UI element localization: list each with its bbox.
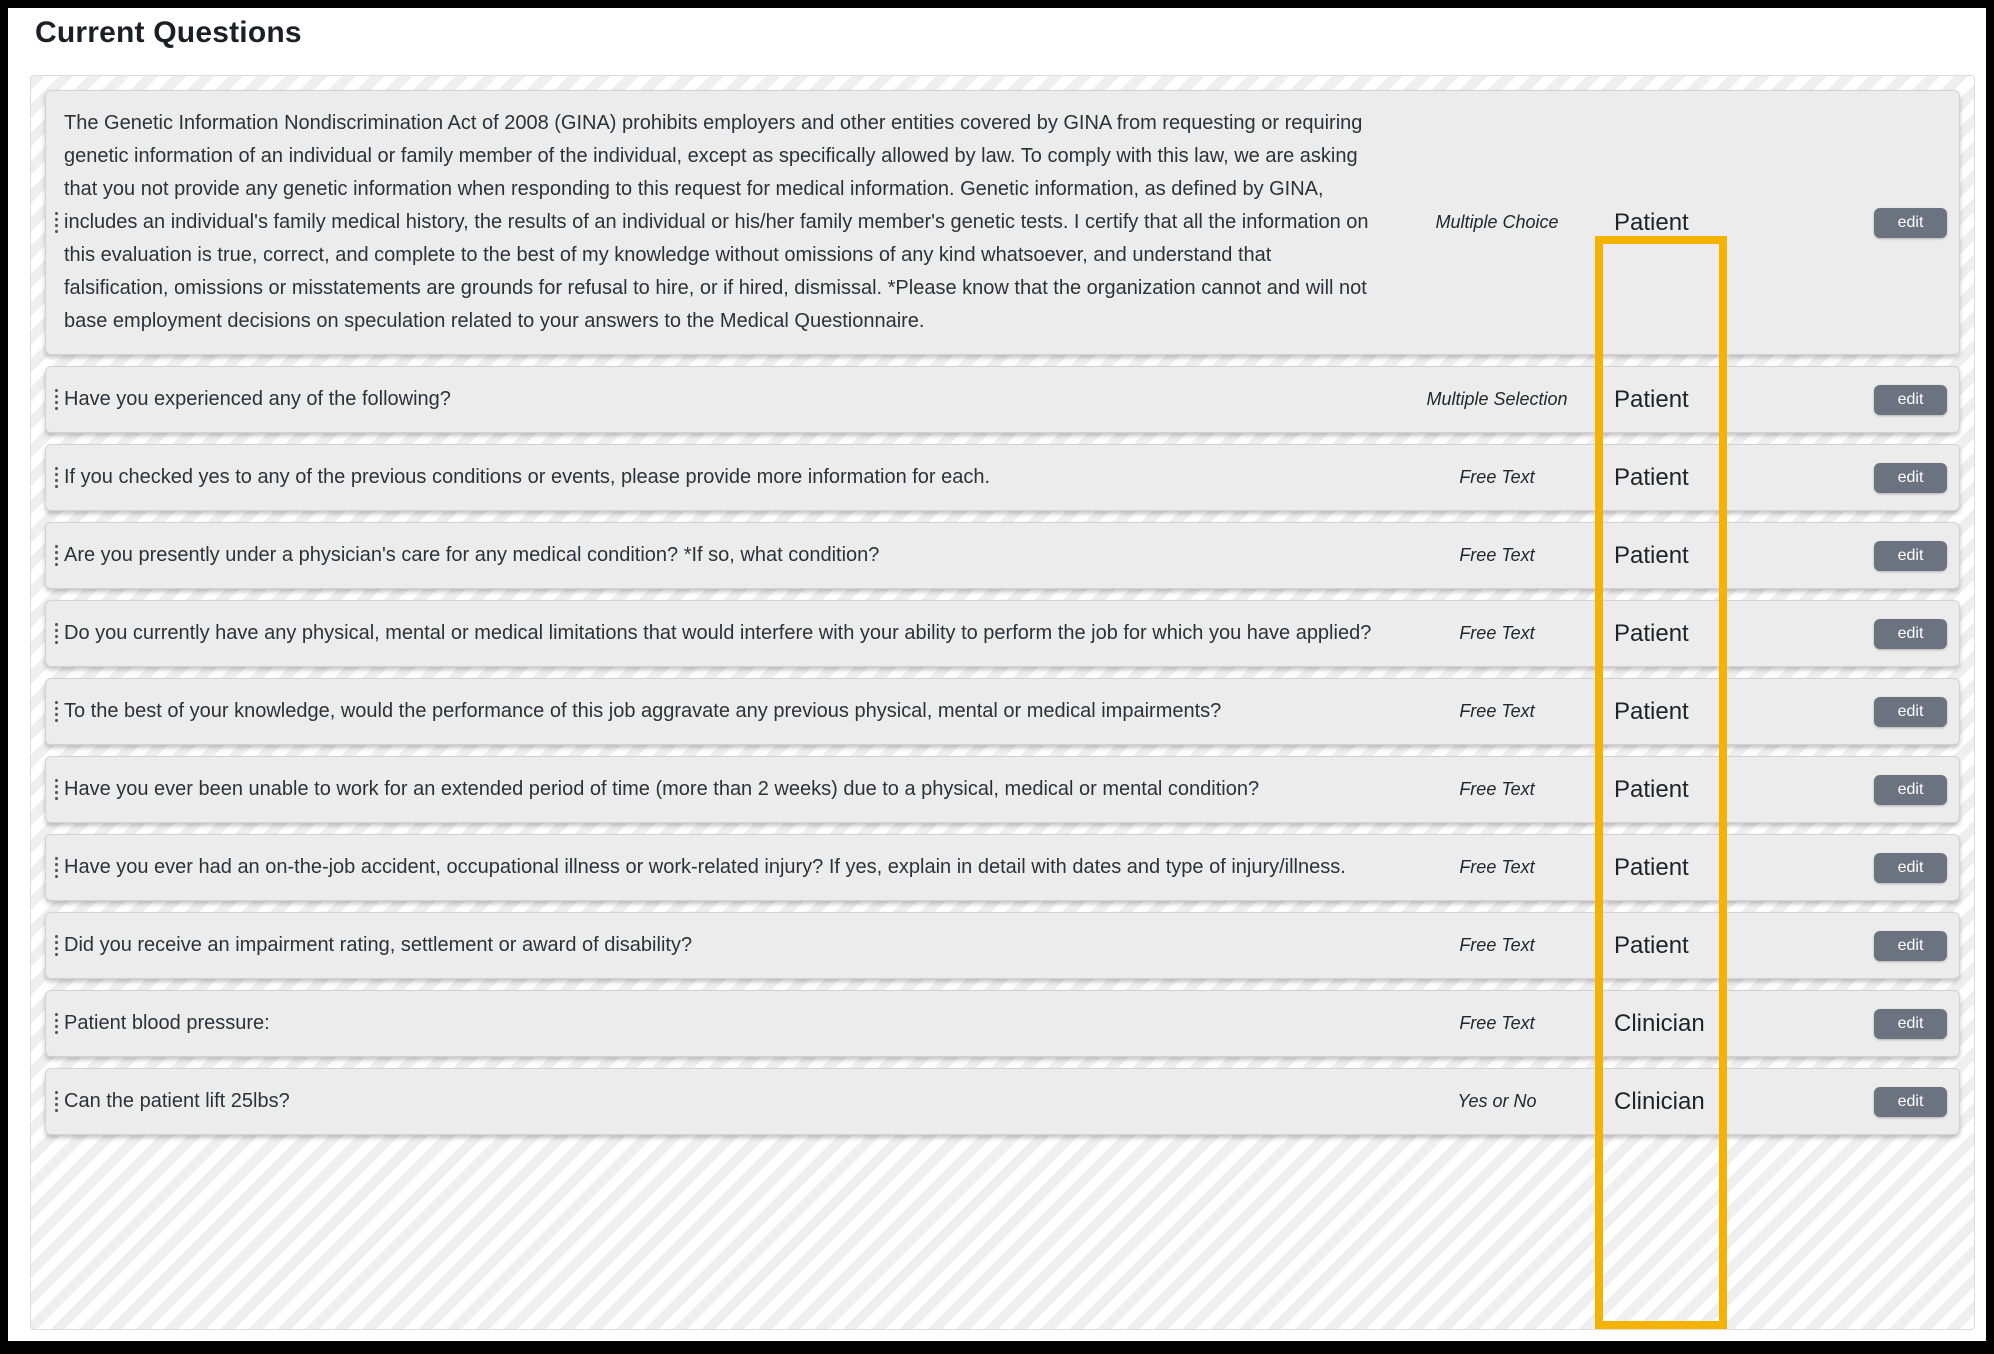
question-text: Patient blood pressure: [64,1012,270,1034]
drag-handle-icon[interactable] [50,467,62,488]
question-type-label: Free Text [1459,545,1535,565]
question-list [45,90,1960,1135]
question-row [45,522,1960,589]
question-audience-label: Patient [1614,541,1689,569]
question-audience-label: Patient [1614,208,1689,236]
question-type-label: Free Text [1459,467,1535,487]
drag-handle-icon[interactable] [50,623,62,644]
drag-handle-icon[interactable] [50,935,62,956]
edit-button[interactable]: edit [1874,463,1947,493]
question-audience-label: Patient [1614,385,1689,413]
page-title: Current Questions [35,16,302,49]
questions-board [30,75,1975,1330]
question-type-label: Free Text [1459,1013,1535,1033]
question-text: Did you receive an impairment rating, settlement or award of disability? [64,934,693,956]
question-type-label: Free Text [1459,935,1535,955]
edit-button[interactable]: edit [1874,1087,1947,1117]
question-row [45,90,1960,355]
question-audience-label: Patient [1614,853,1689,881]
question-audience-label: Patient [1614,619,1689,647]
question-audience-label: Clinician [1614,1087,1705,1115]
edit-button[interactable]: edit [1874,775,1947,805]
question-audience-label: Patient [1614,697,1689,725]
question-row [45,1068,1960,1135]
question-text: Have you ever had an on-the-job accident, occupational illness or work-related injury? If yes, explain in detail with dates and type of injury/illness. [64,856,1346,878]
drag-handle-icon[interactable] [50,212,62,233]
question-text: To the best of your knowledge, would the performance of this job aggravate any previous physical, mental or medical impairments? [64,700,1222,722]
question-row [45,912,1960,979]
question-audience-label: Clinician [1614,1009,1705,1037]
question-type-label: Free Text [1459,623,1535,643]
question-audience-label: Patient [1614,931,1689,959]
question-text: Do you currently have any physical, mental or medical limitations that would interfere with your ability to perform the job for which you have applied? [64,622,1372,644]
edit-button[interactable]: edit [1874,1009,1947,1039]
question-row [45,990,1960,1057]
edit-button[interactable]: edit [1874,697,1947,727]
edit-button[interactable]: edit [1874,541,1947,571]
drag-handle-icon[interactable] [50,701,62,722]
edit-button[interactable]: edit [1874,931,1947,961]
question-row [45,756,1960,823]
question-row [45,600,1960,667]
question-audience-label: Patient [1614,463,1689,491]
question-row [45,834,1960,901]
question-type-label: Free Text [1459,857,1535,877]
question-text: The Genetic Information Nondiscrimination Act of 2008 (GINA) prohibits employers and other entities covered by GINA from requesting or requiring genetic information of an individual or family member of the individual, except as specifically allowed by law. To comply with this law, we are asking that you not provide any genetic information when responding to this request for medical information. Genetic information, as defined by GINA, includes an individual's family medical history, the results of an individual or his/her family member's genetic tests. I certify that all the information on this evaluation is true, correct, and complete to the best of my knowledge without omissions of any kind whatsoever, and understand that falsification, omissions or misstatements are grounds for refusal to hire, or if hired, dismissal. *Please know that the organization cannot and will not base employment decisions on speculation related to your answers to the Medical Questionnaire. [64,112,1369,332]
question-type-label: Multiple Selection [1426,389,1568,409]
edit-button[interactable]: edit [1874,619,1947,649]
edit-button[interactable]: edit [1874,853,1947,883]
question-type-label: Multiple Choice [1435,212,1559,232]
question-text: Have you ever been unable to work for an extended period of time (more than 2 weeks) due to a physical, medical or mental condition? [64,778,1260,800]
question-audience-label: Patient [1614,775,1689,803]
drag-handle-icon[interactable] [50,1091,62,1112]
drag-handle-icon[interactable] [50,389,62,410]
question-text: Are you presently under a physician's care for any medical condition? *If so, what condition? [64,544,880,566]
question-text: Have you experienced any of the following? [64,388,451,410]
edit-button[interactable]: edit [1874,208,1947,238]
question-row [45,444,1960,511]
edit-button[interactable]: edit [1874,385,1947,415]
drag-handle-icon[interactable] [50,857,62,878]
drag-handle-icon[interactable] [50,1013,62,1034]
question-row [45,678,1960,745]
drag-handle-icon[interactable] [50,545,62,566]
question-row [45,366,1960,433]
question-type-label: Free Text [1459,779,1535,799]
question-text: If you checked yes to any of the previous conditions or events, please provide more information for each. [64,466,991,488]
question-type-label: Free Text [1459,701,1535,721]
drag-handle-icon[interactable] [50,779,62,800]
question-text: Can the patient lift 25lbs? [64,1090,290,1112]
question-type-label: Yes or No [1457,1091,1537,1111]
